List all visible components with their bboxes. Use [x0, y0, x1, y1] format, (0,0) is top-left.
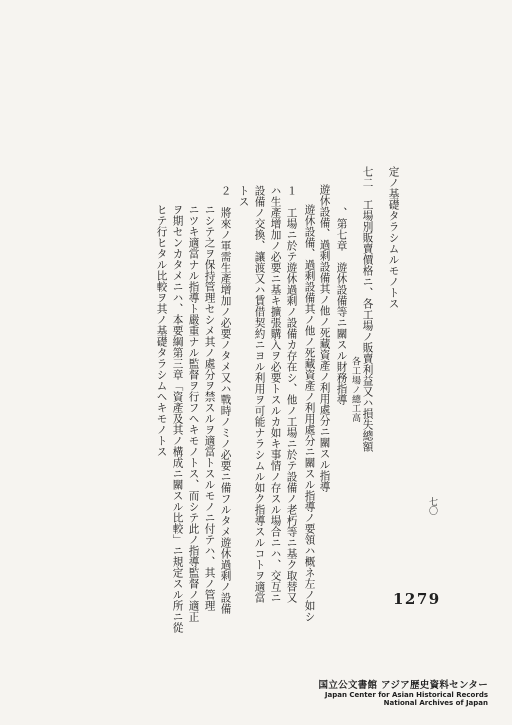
text-col-7: １ 工場ニ於テ遊休過剩ノ設備カ存在シ、他ノ工場ニ於テ設備ノ老朽等ニ基ク取替又 — [285, 185, 298, 603]
text-col-2: 七二 工場別販賣價格ニ、各工場ノ販賣利益又ハ損失總額 — [361, 166, 374, 452]
text-col-14: ヲ期センカタメニハ、本要綱第三章「資產及其ノ構成ニ關スル比較」ニ規定スル所ニ從 — [171, 204, 184, 633]
text-col-6: 遊休設備、過剩設備其ノ他ノ死藏資產ノ利用處分ニ關スル指導ノ要領ハ概ネ左ノ如シ — [303, 204, 316, 622]
text-col-9: 設備ノ交換、讓渡又ハ賃借契約ニヨル利用ヲ可能ナラシムル如ク指導スルコトヲ適當 — [253, 185, 266, 603]
text-col-4: 、第七章 遊休設備等ニ關スル財務指導 — [335, 185, 348, 405]
archive-footer — [319, 677, 488, 707]
text-col-12: ニシテ之ヲ保持管理セシメ其ノ處分ヲ禁スルヲ適當トスルモノニ付テハ、其ノ管理 — [203, 204, 216, 611]
stamp-number: 1279 — [393, 590, 441, 608]
text-col-1: 定ノ基礎タラシムルモノトス — [387, 166, 400, 309]
text-col-10: トス — [237, 185, 250, 207]
text-col-13: ニツキ適當ナル指導ト嚴重ナル監督ヲ行フヘキモノトス、而シテ此ノ指導監督ノ適正 — [187, 204, 200, 622]
text-col-11: ２ 將來ノ軍需生產增加ノ必要ノタメ又ハ戰時ノミノ必要ニ備フルタメ遊休過剩ノ設備 — [219, 185, 232, 614]
text-col-15: ヒテ行ヒタル比較ヲ其ノ基礎タラシムヘキモノトス — [155, 204, 168, 457]
archive-name-jp: 国立公文書館 アジア歴史資料センター — [318, 679, 488, 691]
archive-name-en-2: National Archives of Japan — [383, 698, 488, 707]
archive-name-en: Japan Center for Asian Historical Records — [324, 690, 488, 699]
text-col-3: 各工場ノ總工高 — [350, 244, 360, 423]
text-col-8: ハ生產增加ノ必要ニ基キ擴張購入ヲ必要トスルカ如キ事情ノ存スル場合ニハ、交互ニ — [269, 185, 282, 603]
page-folio: 七〇 — [427, 497, 437, 515]
text-col-5: 遊休設備、過剩設備其ノ他ノ死藏資產ノ利用處分ニ關スル指導 — [318, 184, 331, 492]
